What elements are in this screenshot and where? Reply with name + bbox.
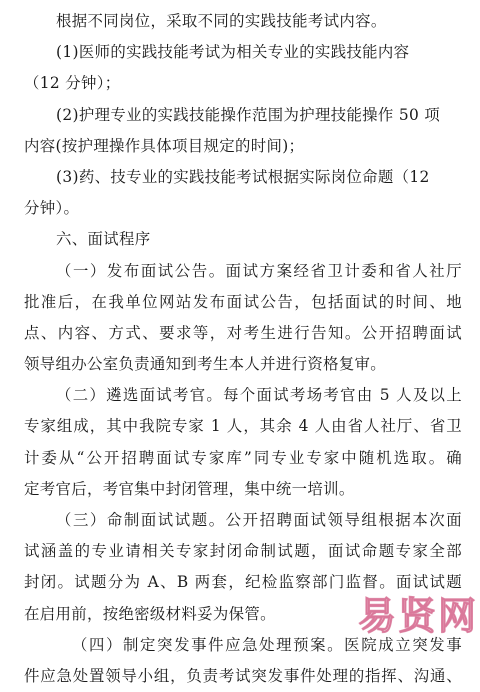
text-line: 封闭。试题分为 A、B 两套，纪检监察部门监督。面试试题 (24, 573, 462, 592)
text-line: （一）发布面试公告。面试方案经省卫计委和省人社厅 (56, 261, 462, 280)
text-line: 计委从“公开招聘面试专家库”同专业专家中随机选取。确 (24, 448, 462, 467)
watermark-text: 易贤网 (357, 594, 478, 638)
text-line: (1)医师的实践技能考试为相关专业的实践技能内容 (56, 43, 410, 62)
document-body (0, 6, 480, 692)
section-heading: 六、面试程序 (56, 230, 151, 249)
text-line: 在启用前，按绝密级材料妥为保管。 (24, 604, 276, 623)
text-line: 领导组办公室负责通知到考生本人并进行资格复审。 (24, 355, 387, 374)
text-line: 批准后，在我单位网站发布面试公告，包括面试的时间、地 (24, 292, 462, 311)
text-line: （三）命制面试试题。公开招聘面试领导组根据本次面 (56, 511, 462, 529)
text-line: 分钟）。 (24, 199, 80, 218)
text-line: 试涵盖的专业请相关专家封闭命制试题，面试命题专家全部 (24, 542, 462, 561)
text-line: 点、内容、方式、要求等，对考生进行告知。公开招聘面试 (24, 323, 462, 342)
text-line: 内容(按护理操作具体项目规定的时间)； (24, 136, 305, 155)
text-line: （二）遴选面试考官。每个面试考场考官由 5 人及以上 (56, 386, 462, 405)
text-line: (3)药、技专业的实践技能考试根据实际岗位命题（12 (56, 167, 430, 186)
text-line: 定考官后，考官集中封闭管理，集中统一培训。 (24, 479, 355, 498)
text-line: （12 分钟）； (24, 74, 121, 93)
text-line: (2)护理专业的实践技能操作范围为护理技能操作 50 项 (56, 105, 441, 124)
text-line: 根据不同岗位，采取不同的实践技能考试内容。 (56, 12, 387, 30)
text-line: 件应急处置领导小组，负责考试突发事件处理的指挥、沟通、 (24, 666, 462, 685)
text-line: （四）制定突发事件应急处理预案。医院成立突发事 (72, 635, 462, 654)
text-line: 专家组成，其中我院专家 1 人，其余 4 人由省人社厅、省卫 (24, 417, 462, 436)
